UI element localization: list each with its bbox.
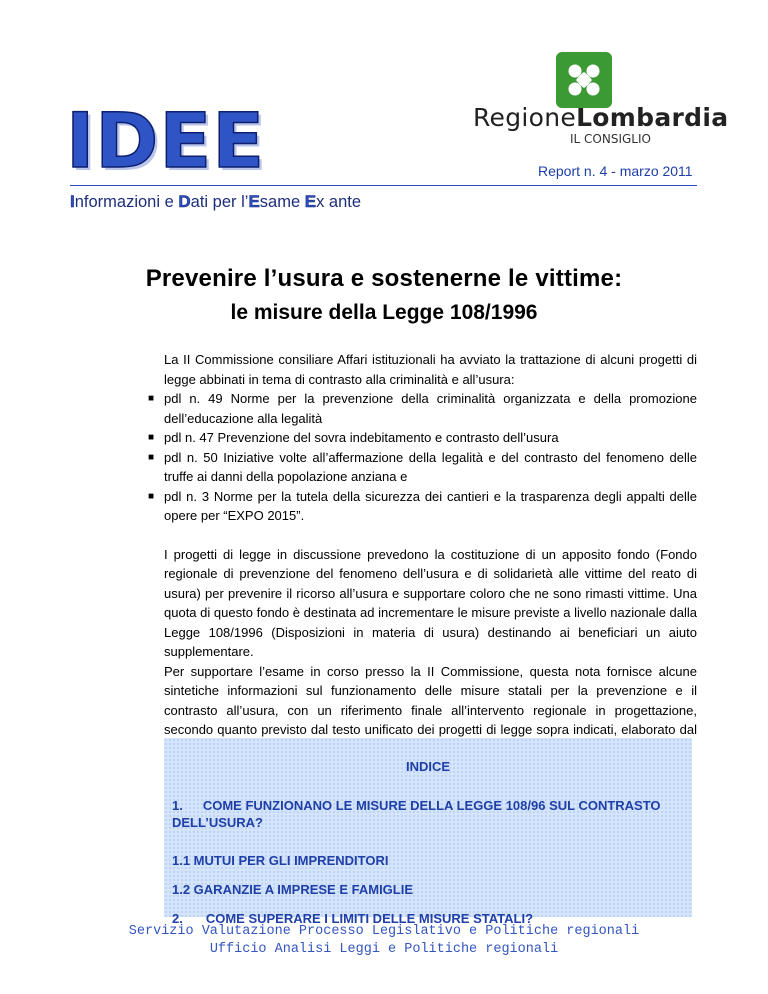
bullet-icon: ■	[148, 393, 155, 404]
regione-lombardia-logo-icon	[556, 52, 612, 108]
bullet-icon: ■	[148, 432, 155, 443]
brand-name-part1: Regione	[473, 103, 577, 132]
list-item	[148, 428, 697, 448]
subtitle-cap-4: E	[304, 192, 317, 211]
subtitle-rest-1: nformazioni e	[74, 193, 179, 211]
header-divider	[70, 185, 697, 186]
index-item-1[interactable]	[172, 797, 687, 831]
report-number: Report n. 4 - marzo 2011	[538, 163, 693, 179]
footer-line-2: Ufficio Analisi Leggi e Politiche regionali	[209, 942, 559, 957]
subtitle-rest-3: same	[259, 193, 305, 211]
index-item-1-1[interactable]: 1.1 MUTUI PER GLI IMPRENDITORI	[172, 853, 389, 868]
subtitle-cap-3: E	[248, 192, 260, 211]
brand-name	[473, 103, 728, 132]
body-text	[148, 350, 697, 759]
intro-paragraph: La II Commissione consiliare Affari istituzionali ha avviato la trattazione di alcuni progetti di legge abbinati in tema di contrasto alla criminalità e all’usura:	[164, 352, 697, 387]
index-box	[164, 738, 692, 926]
index-item-1-number: 1.	[172, 798, 183, 813]
header-subtitle	[70, 192, 361, 212]
subtitle-cap-2: D	[178, 192, 191, 211]
index-item-1-2[interactable]: 1.2 GARANZIE A IMPRESE E FAMIGLIE	[172, 882, 414, 897]
idee-logo: IDEE	[66, 96, 266, 185]
subtitle-cap-1: I	[70, 192, 75, 211]
page-subtitle: le misure della Legge 108/1996	[230, 301, 538, 324]
page-title: Prevenire l’usura e sostenerne le vittime:	[145, 265, 623, 292]
index-item-1-continuation: DELL’USURA?	[172, 815, 263, 830]
list-item-text: pdl n. 49 Norme per la prevenzione della criminalità organizzata e della promozione dell’educazione alla legalità	[164, 391, 697, 426]
brand-name-part2: Lombardia	[576, 103, 729, 132]
index-item-2-text: COME SUPERARE I LIMITI DELLE MISURE STATALI?	[205, 911, 534, 926]
subtitle-rest-2: ati per l’	[190, 193, 249, 211]
scope-paragraph: Per supportare l’esame in corso presso la II Commissione, questa nota fornisce alcune sintetiche informazioni sul funzionamento delle misure statali per la prevenzione e il contrasto all’usura, con un riferimento finale all’intervento regionale in progettazione, secondo quanto previsto dal testo unificato dei progetti di legge sopra indicati, elaborato dal	[164, 663, 697, 737]
brand-subtitle: IL CONSIGLIO	[570, 132, 651, 146]
list-item-text: pdl n. 3 Norme per la tutela della sicurezza dei cantieri e la trasparenza degli appalti delle opere per “EXPO 2015”.	[164, 488, 697, 523]
bullet-icon: ■	[148, 490, 155, 502]
index-item-2-number: 2.	[172, 911, 183, 926]
bill-list	[148, 389, 697, 526]
footer-line-1: Servizio Valutazione Processo Legislativo e Politiche regionali	[128, 924, 640, 939]
subtitle-rest-4: x ante	[316, 193, 362, 211]
index-item-1-text: COME FUNZIONANO LE MISURE DELLA LEGGE 108/96 SUL CONTRASTO	[202, 798, 661, 813]
bullet-icon: ■	[148, 451, 155, 463]
list-item	[148, 487, 697, 526]
index-title: INDICE	[405, 759, 451, 774]
list-item-text: pdl n. 47 Prevenzione del sovra indebitamento e contrasto dell’usura	[164, 430, 559, 445]
list-item	[148, 448, 697, 487]
list-item	[148, 389, 697, 428]
list-item-text: pdl n. 50 Iniziative volte all’affermazione della legalità e del contrasto del fenomeno delle truffe ai danni della popolazione anziana e	[164, 449, 697, 484]
fund-paragraph: I progetti di legge in discussione prevedono la costituzione di un apposito fondo (Fondo regionale di prevenzione del fenomeno dell’usura e di solidarietà alle vittime del reato di usura) per prevenire il ricorso all’usura e supportare coloro che ne sono rimasti vittime. Una quota di questo fondo è destinata ad incrementare le misure previste a livello nazionale dalla Legge 108/1996 (Disposizioni in materia di usura) destinando ai beneficiari un aiuto supplementare.	[164, 546, 697, 659]
